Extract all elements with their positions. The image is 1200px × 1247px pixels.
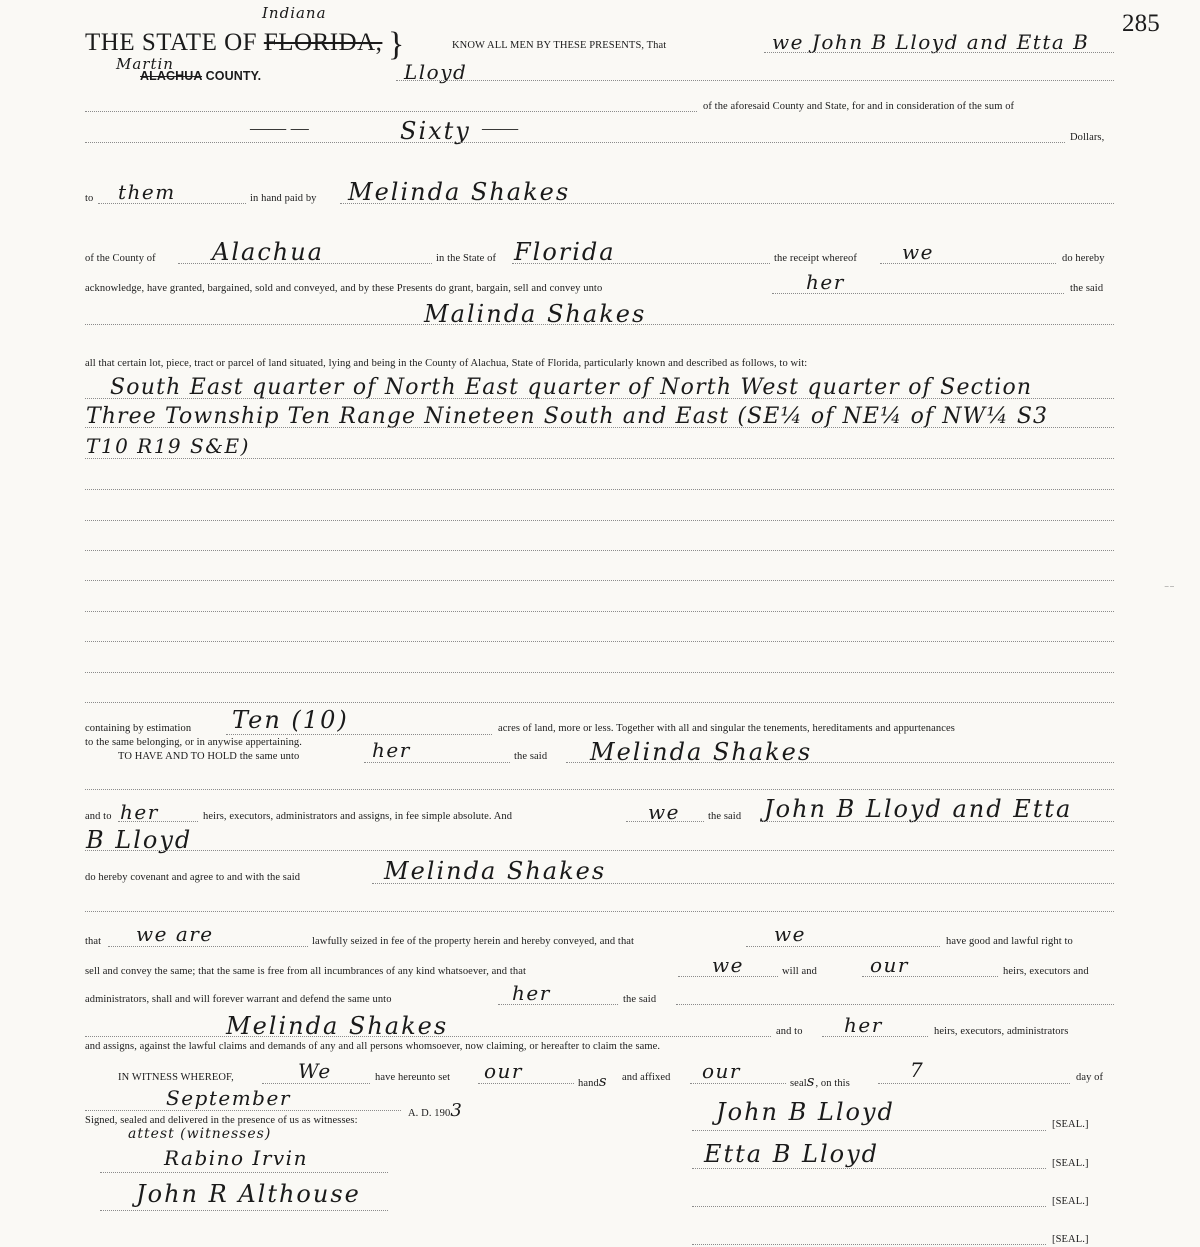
witness-pronoun: We (298, 1059, 332, 1083)
belonging-text: to the same belonging, or in anywise appertaining. (85, 737, 302, 748)
defend-said: the said (623, 994, 657, 1005)
that-label: that (85, 936, 102, 947)
rule (85, 550, 1114, 551)
county-suffix: COUNTY. (205, 69, 262, 83)
habendum-said: the said (514, 751, 548, 762)
rule (85, 142, 1065, 143)
grantor-signature-1: John B Lloyd (716, 1098, 895, 1126)
seal-label-2: [SEAL.] (1052, 1158, 1089, 1169)
land-line3: T10 R19 S&E) (86, 434, 250, 458)
land-line1: South East quarter of North East quarter of North West quarter of Section (110, 375, 1033, 400)
acres-text: acres of land, more or less. Together with all and singular the tenements, hereditaments and appurtenances (498, 723, 955, 734)
grantee-alt: Malinda Shakes (424, 300, 647, 328)
sell-text: sell and convey the same; that the same is free from all incumbrances of any kind whatsoever, and that (85, 966, 527, 977)
heirs-text: heirs, executors, administrators and assigns, in fee simple absolute. And (203, 811, 513, 822)
seal-label-3: [SEAL.] (1052, 1196, 1089, 1207)
rule (85, 489, 1114, 490)
habendum-label: TO HAVE AND TO HOLD the same unto (118, 751, 300, 762)
admin-text: administrators, shall and will forever warrant and defend the same unto (85, 994, 392, 1005)
right-text: have good and lawful right to (946, 936, 1073, 947)
seals-word: seal (790, 1078, 807, 1089)
rule (566, 762, 1114, 763)
day-of-label: day of (1076, 1072, 1104, 1083)
rule (878, 1083, 1070, 1084)
seals-suffix: s (806, 1072, 816, 1090)
grantors-line2: Lloyd (404, 60, 468, 84)
witness-intro: IN WITNESS WHEREOF, (118, 1072, 234, 1083)
on-this: , on this (815, 1078, 850, 1089)
in-hand-label: in hand paid by (250, 193, 317, 204)
year-digit: 3 (450, 1100, 464, 1121)
rule (626, 821, 704, 822)
hands-suffix: s (598, 1072, 608, 1090)
the-said-label-2: the said (708, 811, 742, 822)
do-hereby-label: do hereby (1062, 253, 1105, 264)
rule (85, 398, 1114, 399)
of-county-label: of the County of (85, 253, 156, 264)
rule (692, 1130, 1046, 1131)
rule (226, 734, 492, 735)
witness2-signature: John R Althouse (136, 1180, 361, 1208)
heirs-pronoun: her (120, 800, 159, 824)
intro-text: KNOW ALL MEN BY THESE PRESENTS, That (452, 40, 667, 51)
right-pronoun: we (774, 922, 806, 946)
rule (678, 976, 778, 977)
hands-word: hand (578, 1078, 599, 1089)
covenant-text: do hereby covenant and agree to and with the said (85, 872, 301, 883)
containing-label: containing by estimation (85, 723, 192, 734)
rule (862, 976, 998, 977)
and-to-label: and to (85, 811, 112, 822)
amount: Sixty (400, 117, 471, 145)
day-value: 7 (910, 1058, 925, 1082)
state-handwritten: Indiana (262, 4, 327, 22)
assigns-text: and assigns, against the lawful claims and demands of any and all persons whomsoever, now claiming, or hereafter to claim the same. (85, 1041, 661, 1052)
month-value: September (166, 1086, 291, 1110)
county-heading (140, 69, 261, 83)
signed-text: Signed, sealed and delivered in the presence of us as witnesses: (85, 1115, 358, 1126)
rule (85, 911, 1114, 912)
rule (85, 427, 1114, 428)
rule (85, 702, 1114, 703)
seals-text (790, 1072, 850, 1090)
rule (118, 821, 198, 822)
rule (880, 263, 1056, 264)
rule (772, 293, 1064, 294)
rule (85, 1036, 771, 1037)
county-struck: ALACHUA (140, 69, 203, 83)
rule (85, 611, 1114, 612)
rule (396, 80, 1114, 81)
grantee-name: Melinda Shakes (348, 178, 571, 206)
to-label: to (85, 193, 94, 204)
rule (512, 263, 770, 264)
state-name: Florida (514, 238, 616, 266)
rule (100, 1172, 388, 1173)
will-pronoun: we (712, 953, 744, 977)
rule (478, 1083, 574, 1084)
rule (85, 111, 697, 112)
rule (85, 580, 1114, 581)
rule (85, 850, 1114, 851)
rule (372, 883, 1114, 884)
grantor-signature-2: Etta B Lloyd (704, 1140, 879, 1168)
the-said-label: the said (1070, 283, 1104, 294)
grantors-line1: we John B Lloyd and Etta B (772, 30, 1090, 54)
rule (364, 762, 510, 763)
ad-prefix: A. D. 190 (408, 1108, 451, 1119)
land-line2: Three Township Ten Range Nineteen South and East (SE¼ of NE¼ of NW¼ S3 (86, 404, 1049, 429)
rule (498, 1004, 618, 1005)
rule (340, 203, 1114, 204)
rule (760, 821, 1114, 822)
rule (692, 1206, 1046, 1207)
acres-value: Ten (10) (232, 706, 349, 734)
county-handwritten: Martin (116, 55, 174, 73)
and-pronoun: we (648, 800, 680, 824)
acknowledge-text: acknowledge, have granted, bargained, sold and conveyed, and by these Presents do grant, bargain, sell and convey unto (85, 283, 603, 294)
state-prefix: THE STATE OF (85, 29, 258, 56)
state-struck: FLORIDA, (263, 29, 383, 56)
heirs2-text: heirs, executors, administrators (934, 1026, 1069, 1037)
rule (85, 1110, 401, 1111)
terms-grantors-line1: John B Lloyd and Etta (764, 795, 1073, 823)
seal-label-4: [SEAL.] (1052, 1234, 1089, 1245)
our2: our (702, 1059, 741, 1083)
rule (85, 789, 1114, 790)
will-and-label: will and (782, 966, 817, 977)
receipt-pronoun: we (902, 240, 934, 264)
rule (746, 946, 940, 947)
amount-dash: —— (482, 118, 519, 138)
and-to2: and to (776, 1026, 803, 1037)
affixed-text: and affixed (622, 1072, 671, 1083)
rule (108, 946, 308, 947)
rule (85, 641, 1114, 642)
rule (262, 1083, 370, 1084)
rule (85, 672, 1114, 673)
convey-pronoun: her (806, 270, 845, 294)
ad-label (408, 1100, 463, 1121)
rule (676, 1004, 1114, 1005)
seal-label-1: [SEAL.] (1052, 1119, 1089, 1130)
rule (178, 263, 432, 264)
seized-text: lawfully seized in fee of the property herein and hereby conveyed, and that (312, 936, 635, 947)
receipt-label: the receipt whereof (774, 253, 857, 264)
set-text: have hereunto set (375, 1072, 451, 1083)
rule (85, 324, 1114, 325)
rule (822, 1036, 928, 1037)
seized-pronoun: we are (136, 922, 214, 946)
heirs2-pronoun: her (844, 1013, 883, 1037)
rule (85, 520, 1114, 521)
in-state-label: in the State of (436, 253, 497, 264)
consideration-text: of the aforesaid County and State, for and in consideration of the sum of (703, 101, 1015, 112)
rule (692, 1168, 1046, 1169)
covenant-grantee: Melinda Shakes (384, 857, 607, 885)
dollars-label: Dollars, (1070, 132, 1105, 143)
heirs-exec-text: heirs, executors and (1003, 966, 1089, 977)
witness-note: attest (witnesses) (128, 1126, 272, 1142)
habendum-pronoun: her (372, 738, 411, 762)
habendum-grantee: Melinda Shakes (590, 738, 813, 766)
terms-grantors-line2: B Lloyd (86, 826, 193, 854)
defend-grantee: Melinda Shakes (226, 1012, 449, 1040)
our1: our (484, 1059, 523, 1083)
amount-dash: —— — (250, 118, 309, 138)
hands-text (578, 1072, 608, 1090)
rule (692, 1244, 1046, 1245)
rule (764, 52, 1114, 53)
state-heading (85, 29, 382, 57)
witness1-signature: Rabino Irvin (164, 1146, 308, 1170)
rule (690, 1083, 786, 1084)
our-pronoun: our (870, 953, 909, 977)
margin-mark: ⁻⁻ (1164, 584, 1175, 595)
page-number: 285 (1122, 10, 1160, 37)
brace: } (388, 26, 405, 63)
county-name: Alachua (212, 238, 324, 266)
paid-to: them (118, 180, 176, 204)
rule (98, 203, 246, 204)
defend-pronoun: her (512, 981, 551, 1005)
rule (85, 458, 1114, 459)
rule (100, 1210, 388, 1211)
land-intro: all that certain lot, piece, tract or parcel of land situated, lying and being in the County of Alachua, State of Florida, particularly known and described as follows, to wit: (85, 358, 808, 369)
